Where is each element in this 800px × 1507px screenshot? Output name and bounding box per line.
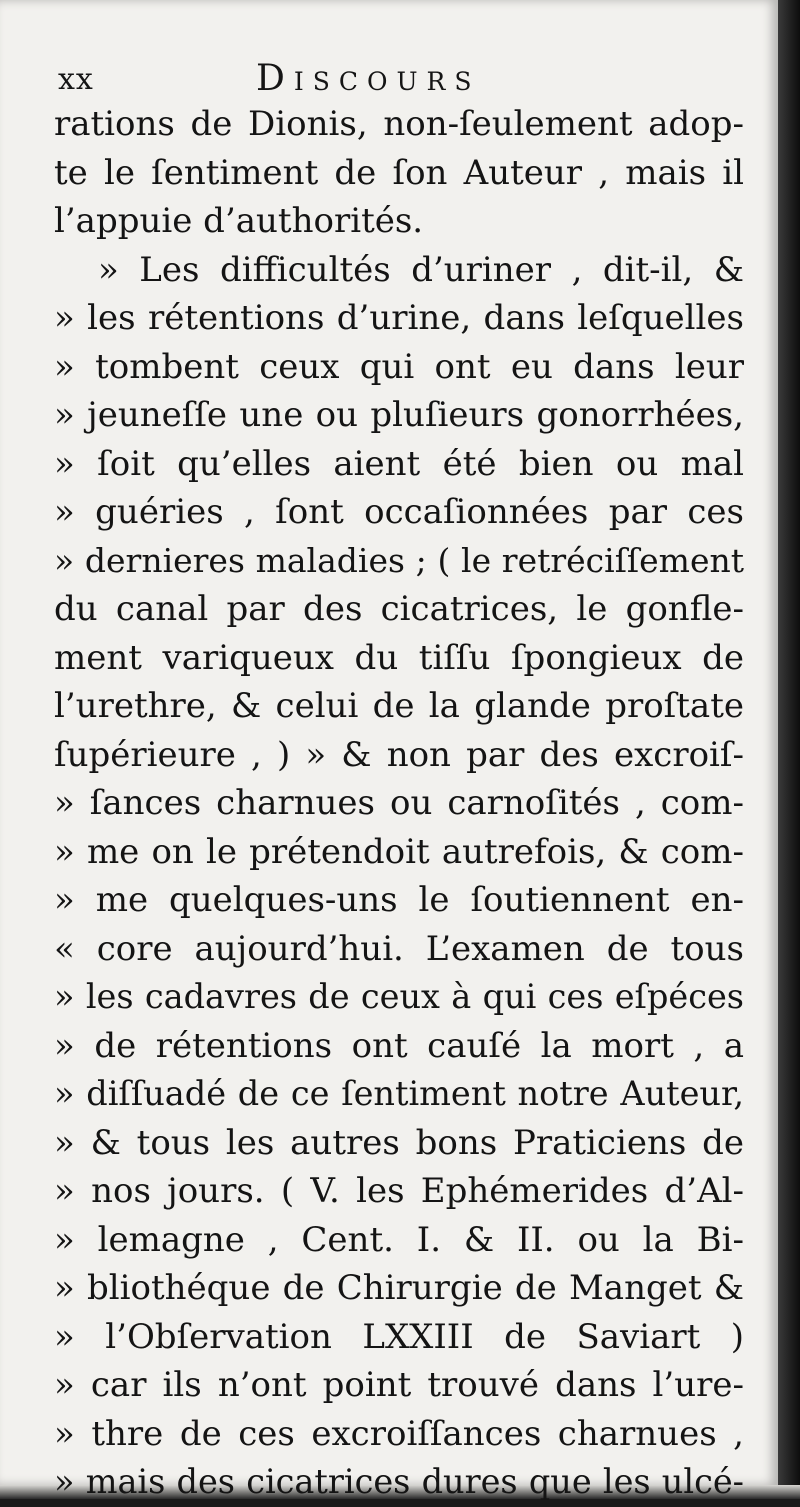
text-line: » me quelques-uns le ſoutiennent en- [54,880,744,920]
text-line: » les cadavres de ceux à qui ces eſpéces [54,977,744,1016]
running-title: Discours [256,58,481,99]
text-line: « core aujourd’hui. L’examen de tous [54,928,744,969]
text-line: » guéries , ſont occaſionnées par ces [54,492,744,532]
text-line: » ſances charnues ou carnoſités , com- [54,783,744,823]
text-line: te le ſentiment de ſon Auteur , mais il [54,152,744,193]
text-line: » & tous les autres bons Praticiens de [54,1122,744,1163]
text-line: » lemagne , Cent. I. & II. ou la Bi- [54,1219,744,1260]
page-edge-shadow [778,0,800,1499]
text-line: » Les difficultés d’uriner , dit-il, & [98,249,744,290]
text-line: » ſoit qu’elles aient été bien ou mal [54,443,744,484]
text-line: » dernieres maladies ; ( le retréciſſement [54,540,744,580]
text-line: rations de Dionis, non-ſeulement adop- [54,104,744,144]
page-header [58,58,738,102]
text-line: » mais des cicatrices dures que les ulcé- [54,1462,744,1501]
body-text [54,100,744,1507]
text-line: » jeuneſſe une ou pluſieurs gonorrhées, [54,395,744,435]
text-line: l’urethre, & celui de la glande proſtate [54,686,744,726]
text-line: ſupérieure , ) » & non par des excroiſ- [54,734,744,775]
text-line: l’appuie d’authorités. [54,201,424,241]
text-line: ment variqueux du tiſſu ſpongieux de [54,637,744,678]
page-number: xx [58,62,94,97]
text-line: » me on le prétendoit autrefois, & com- [54,831,744,872]
text-line: » de rétentions ont cauſé la mort , a [54,1025,744,1066]
text-line: » bliothéque de Chirurgie de Manget & [54,1268,744,1308]
text-line: » diſſuadé de ce ſentiment notre Auteur, [54,1074,744,1113]
text-line: » nos jours. ( V. les Ephémerides d’Al- [54,1171,744,1211]
text-line: » l’Obſervation LXXIII de Saviart ) [54,1316,744,1357]
text-line: » les rétentions d’urine, dans leſquelles [54,298,744,338]
text-line: du canal par des cicatrices, le gonfle- [54,589,744,629]
text-line: » tombent ceux qui ont eu dans leur [54,346,744,387]
text-line: » car ils n’ont point trouvé dans l’ure- [54,1365,744,1405]
text-line: » thre de ces excroiſſances charnues , [54,1413,744,1454]
